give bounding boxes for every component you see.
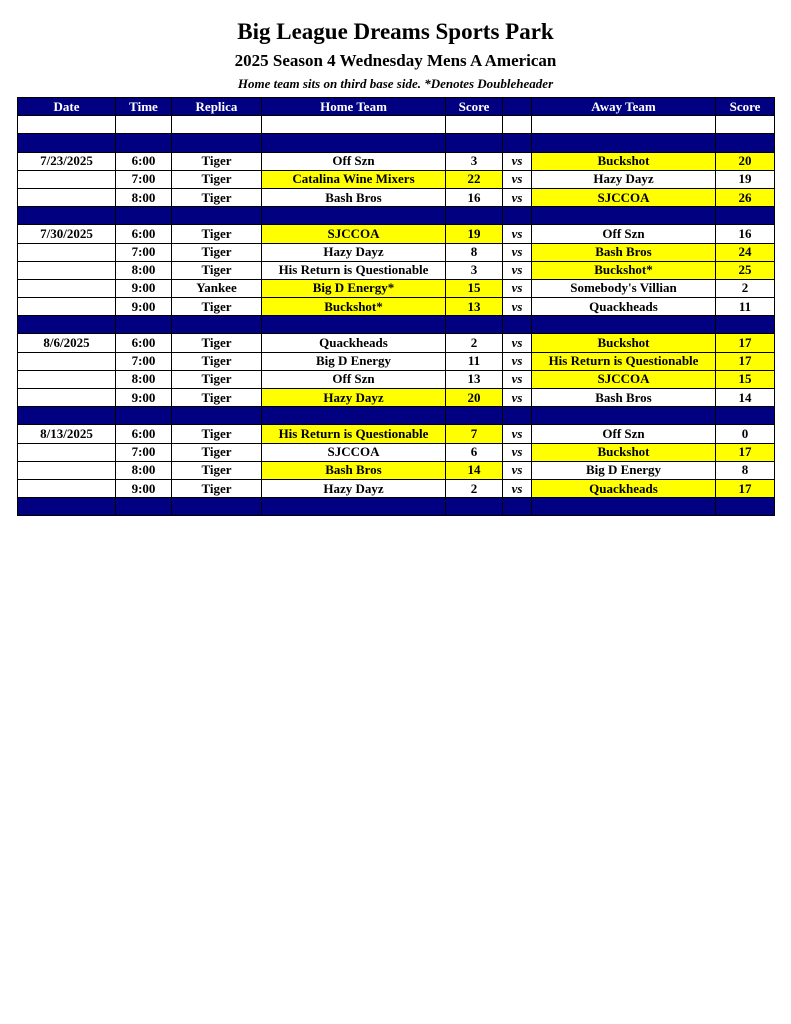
replica-cell: Tiger	[172, 479, 262, 497]
game-row	[18, 334, 775, 352]
replica-cell: Tiger	[172, 352, 262, 370]
separator-cell	[18, 316, 116, 334]
time-cell: 8:00	[116, 461, 172, 479]
separator-cell	[172, 207, 262, 225]
home-score-cell: 14	[446, 461, 503, 479]
vs-cell: vs	[503, 279, 532, 297]
home-score-cell: 2	[446, 479, 503, 497]
home-team-cell: Off Szn	[262, 152, 446, 170]
table-header-row	[18, 98, 775, 116]
away-team-cell: Hazy Dayz	[532, 170, 716, 188]
date-cell	[18, 389, 116, 407]
home-score-cell: 7	[446, 425, 503, 443]
separator-cell	[446, 498, 503, 516]
vs-cell: vs	[503, 334, 532, 352]
empty-cell	[446, 116, 503, 134]
time-cell: 8:00	[116, 370, 172, 388]
game-row	[18, 443, 775, 461]
home-score-cell: 13	[446, 298, 503, 316]
game-row	[18, 461, 775, 479]
header-home-score: Score	[446, 98, 503, 116]
home-team-cell: Big D Energy	[262, 352, 446, 370]
game-row	[18, 152, 775, 170]
date-cell	[18, 443, 116, 461]
replica-cell: Tiger	[172, 389, 262, 407]
date-cell: 7/30/2025	[18, 225, 116, 243]
time-cell: 6:00	[116, 334, 172, 352]
separator-cell	[503, 498, 532, 516]
away-score-cell: 2	[716, 279, 775, 297]
schedule-note: Home team sits on third base side. *Denotes Doubleheader	[237, 76, 554, 91]
separator-cell	[532, 207, 716, 225]
vs-cell: vs	[503, 152, 532, 170]
away-score-cell: 16	[716, 225, 775, 243]
home-score-cell: 11	[446, 352, 503, 370]
away-score-cell: 20	[716, 152, 775, 170]
empty-cell	[116, 116, 172, 134]
week-separator-row	[18, 134, 775, 152]
date-cell: 8/6/2025	[18, 334, 116, 352]
separator-cell	[18, 407, 116, 425]
replica-cell: Tiger	[172, 188, 262, 206]
home-team-cell: Hazy Dayz	[262, 389, 446, 407]
away-team-cell: Off Szn	[532, 425, 716, 443]
replica-cell: Tiger	[172, 298, 262, 316]
away-score-cell: 19	[716, 170, 775, 188]
separator-cell	[446, 316, 503, 334]
game-row	[18, 425, 775, 443]
home-score-cell: 15	[446, 279, 503, 297]
separator-cell	[446, 407, 503, 425]
home-team-cell: Catalina Wine Mixers	[262, 170, 446, 188]
separator-cell	[503, 316, 532, 334]
game-row	[18, 225, 775, 243]
separator-cell	[262, 316, 446, 334]
away-score-cell: 24	[716, 243, 775, 261]
empty-cell	[172, 116, 262, 134]
separator-cell	[172, 407, 262, 425]
away-team-cell: Bash Bros	[532, 389, 716, 407]
game-row	[18, 389, 775, 407]
replica-cell: Yankee	[172, 279, 262, 297]
week-separator-row	[18, 407, 775, 425]
away-score-cell: 17	[716, 352, 775, 370]
game-row	[18, 370, 775, 388]
home-team-cell: Big D Energy*	[262, 279, 446, 297]
date-cell	[18, 261, 116, 279]
time-cell: 7:00	[116, 443, 172, 461]
time-cell: 6:00	[116, 225, 172, 243]
away-score-cell: 0	[716, 425, 775, 443]
header-home-team: Home Team	[262, 98, 446, 116]
away-team-cell: Bash Bros	[532, 243, 716, 261]
game-row	[18, 243, 775, 261]
header-date: Date	[18, 98, 116, 116]
empty-cell	[503, 116, 532, 134]
away-score-cell: 17	[716, 334, 775, 352]
separator-cell	[503, 134, 532, 152]
replica-cell: Tiger	[172, 370, 262, 388]
replica-cell: Tiger	[172, 225, 262, 243]
time-cell: 6:00	[116, 152, 172, 170]
home-score-cell: 8	[446, 243, 503, 261]
away-team-cell: Big D Energy	[532, 461, 716, 479]
replica-cell: Tiger	[172, 243, 262, 261]
schedule-table	[17, 97, 775, 516]
home-team-cell: Quackheads	[262, 334, 446, 352]
separator-cell	[503, 407, 532, 425]
game-row	[18, 170, 775, 188]
header-away-team: Away Team	[532, 98, 716, 116]
vs-cell: vs	[503, 425, 532, 443]
away-team-cell: Somebody's Villian	[532, 279, 716, 297]
time-cell: 7:00	[116, 243, 172, 261]
away-score-cell: 26	[716, 188, 775, 206]
separator-cell	[716, 407, 775, 425]
vs-cell: vs	[503, 170, 532, 188]
date-cell	[18, 188, 116, 206]
replica-cell: Tiger	[172, 152, 262, 170]
away-score-cell: 8	[716, 461, 775, 479]
replica-cell: Tiger	[172, 443, 262, 461]
week-separator-row	[18, 498, 775, 516]
home-team-cell: His Return is Questionable	[262, 261, 446, 279]
date-cell	[18, 298, 116, 316]
separator-cell	[116, 316, 172, 334]
separator-cell	[18, 498, 116, 516]
date-cell	[18, 352, 116, 370]
game-row	[18, 279, 775, 297]
separator-cell	[262, 134, 446, 152]
separator-cell	[446, 134, 503, 152]
vs-cell: vs	[503, 298, 532, 316]
away-team-cell: Buckshot*	[532, 261, 716, 279]
home-team-cell: SJCCOA	[262, 443, 446, 461]
time-cell: 7:00	[116, 170, 172, 188]
separator-cell	[716, 207, 775, 225]
away-team-cell: Off Szn	[532, 225, 716, 243]
separator-cell	[716, 316, 775, 334]
time-cell: 6:00	[116, 425, 172, 443]
header-away-score: Score	[716, 98, 775, 116]
home-team-cell: His Return is Questionable	[262, 425, 446, 443]
home-score-cell: 19	[446, 225, 503, 243]
empty-cell	[262, 116, 446, 134]
separator-cell	[116, 134, 172, 152]
vs-cell: vs	[503, 243, 532, 261]
game-row	[18, 352, 775, 370]
separator-cell	[18, 134, 116, 152]
separator-cell	[262, 498, 446, 516]
separator-cell	[172, 498, 262, 516]
away-score-cell: 17	[716, 479, 775, 497]
separator-cell	[532, 316, 716, 334]
vs-cell: vs	[503, 479, 532, 497]
home-team-cell: Bash Bros	[262, 461, 446, 479]
separator-cell	[446, 207, 503, 225]
home-score-cell: 3	[446, 261, 503, 279]
replica-cell: Tiger	[172, 425, 262, 443]
empty-cell	[716, 116, 775, 134]
away-team-cell: Buckshot	[532, 443, 716, 461]
time-cell: 9:00	[116, 389, 172, 407]
away-score-cell: 17	[716, 443, 775, 461]
separator-cell	[116, 207, 172, 225]
separator-cell	[503, 207, 532, 225]
home-score-cell: 2	[446, 334, 503, 352]
replica-cell: Tiger	[172, 170, 262, 188]
home-team-cell: Buckshot*	[262, 298, 446, 316]
separator-cell	[116, 407, 172, 425]
date-cell: 8/13/2025	[18, 425, 116, 443]
game-row	[18, 479, 775, 497]
page-title: Big League Dreams Sports Park	[237, 19, 554, 44]
game-row	[18, 261, 775, 279]
time-cell: 9:00	[116, 479, 172, 497]
time-cell: 8:00	[116, 188, 172, 206]
separator-cell	[116, 498, 172, 516]
home-score-cell: 20	[446, 389, 503, 407]
home-team-cell: Bash Bros	[262, 188, 446, 206]
home-team-cell: Off Szn	[262, 370, 446, 388]
game-row	[18, 298, 775, 316]
separator-cell	[172, 134, 262, 152]
game-row	[18, 188, 775, 206]
schedule-body	[18, 116, 775, 516]
separator-cell	[716, 498, 775, 516]
date-cell	[18, 279, 116, 297]
vs-cell: vs	[503, 461, 532, 479]
date-cell	[18, 243, 116, 261]
away-team-cell: SJCCOA	[532, 188, 716, 206]
separator-cell	[716, 134, 775, 152]
home-team-cell: SJCCOA	[262, 225, 446, 243]
home-team-cell: Hazy Dayz	[262, 243, 446, 261]
away-team-cell: Buckshot	[532, 334, 716, 352]
home-score-cell: 16	[446, 188, 503, 206]
vs-cell: vs	[503, 443, 532, 461]
away-team-cell: Buckshot	[532, 152, 716, 170]
week-separator-row	[18, 316, 775, 334]
time-cell: 7:00	[116, 352, 172, 370]
date-cell: 7/23/2025	[18, 152, 116, 170]
separator-cell	[18, 207, 116, 225]
date-cell	[18, 479, 116, 497]
time-cell: 9:00	[116, 298, 172, 316]
page-subtitle: 2025 Season 4 Wednesday Mens A American	[234, 51, 557, 70]
vs-cell: vs	[503, 225, 532, 243]
home-score-cell: 3	[446, 152, 503, 170]
away-score-cell: 11	[716, 298, 775, 316]
home-score-cell: 13	[446, 370, 503, 388]
empty-cell	[532, 116, 716, 134]
header-replica: Replica	[172, 98, 262, 116]
date-cell	[18, 170, 116, 188]
vs-cell: vs	[503, 261, 532, 279]
vs-cell: vs	[503, 188, 532, 206]
home-team-cell: Hazy Dayz	[262, 479, 446, 497]
header-vs	[503, 98, 532, 116]
separator-cell	[172, 316, 262, 334]
date-cell	[18, 370, 116, 388]
away-score-cell: 25	[716, 261, 775, 279]
header-time: Time	[116, 98, 172, 116]
away-team-cell: Quackheads	[532, 479, 716, 497]
replica-cell: Tiger	[172, 334, 262, 352]
replica-cell: Tiger	[172, 461, 262, 479]
time-cell: 8:00	[116, 261, 172, 279]
week-separator-row	[18, 207, 775, 225]
time-cell: 9:00	[116, 279, 172, 297]
empty-row	[18, 116, 775, 134]
away-team-cell: His Return is Questionable	[532, 352, 716, 370]
home-score-cell: 22	[446, 170, 503, 188]
away-score-cell: 15	[716, 370, 775, 388]
away-team-cell: SJCCOA	[532, 370, 716, 388]
separator-cell	[532, 407, 716, 425]
away-team-cell: Quackheads	[532, 298, 716, 316]
vs-cell: vs	[503, 370, 532, 388]
separator-cell	[262, 407, 446, 425]
replica-cell: Tiger	[172, 261, 262, 279]
date-cell	[18, 461, 116, 479]
separator-cell	[262, 207, 446, 225]
away-score-cell: 14	[716, 389, 775, 407]
home-score-cell: 6	[446, 443, 503, 461]
vs-cell: vs	[503, 389, 532, 407]
vs-cell: vs	[503, 352, 532, 370]
separator-cell	[532, 498, 716, 516]
empty-cell	[18, 116, 116, 134]
separator-cell	[532, 134, 716, 152]
